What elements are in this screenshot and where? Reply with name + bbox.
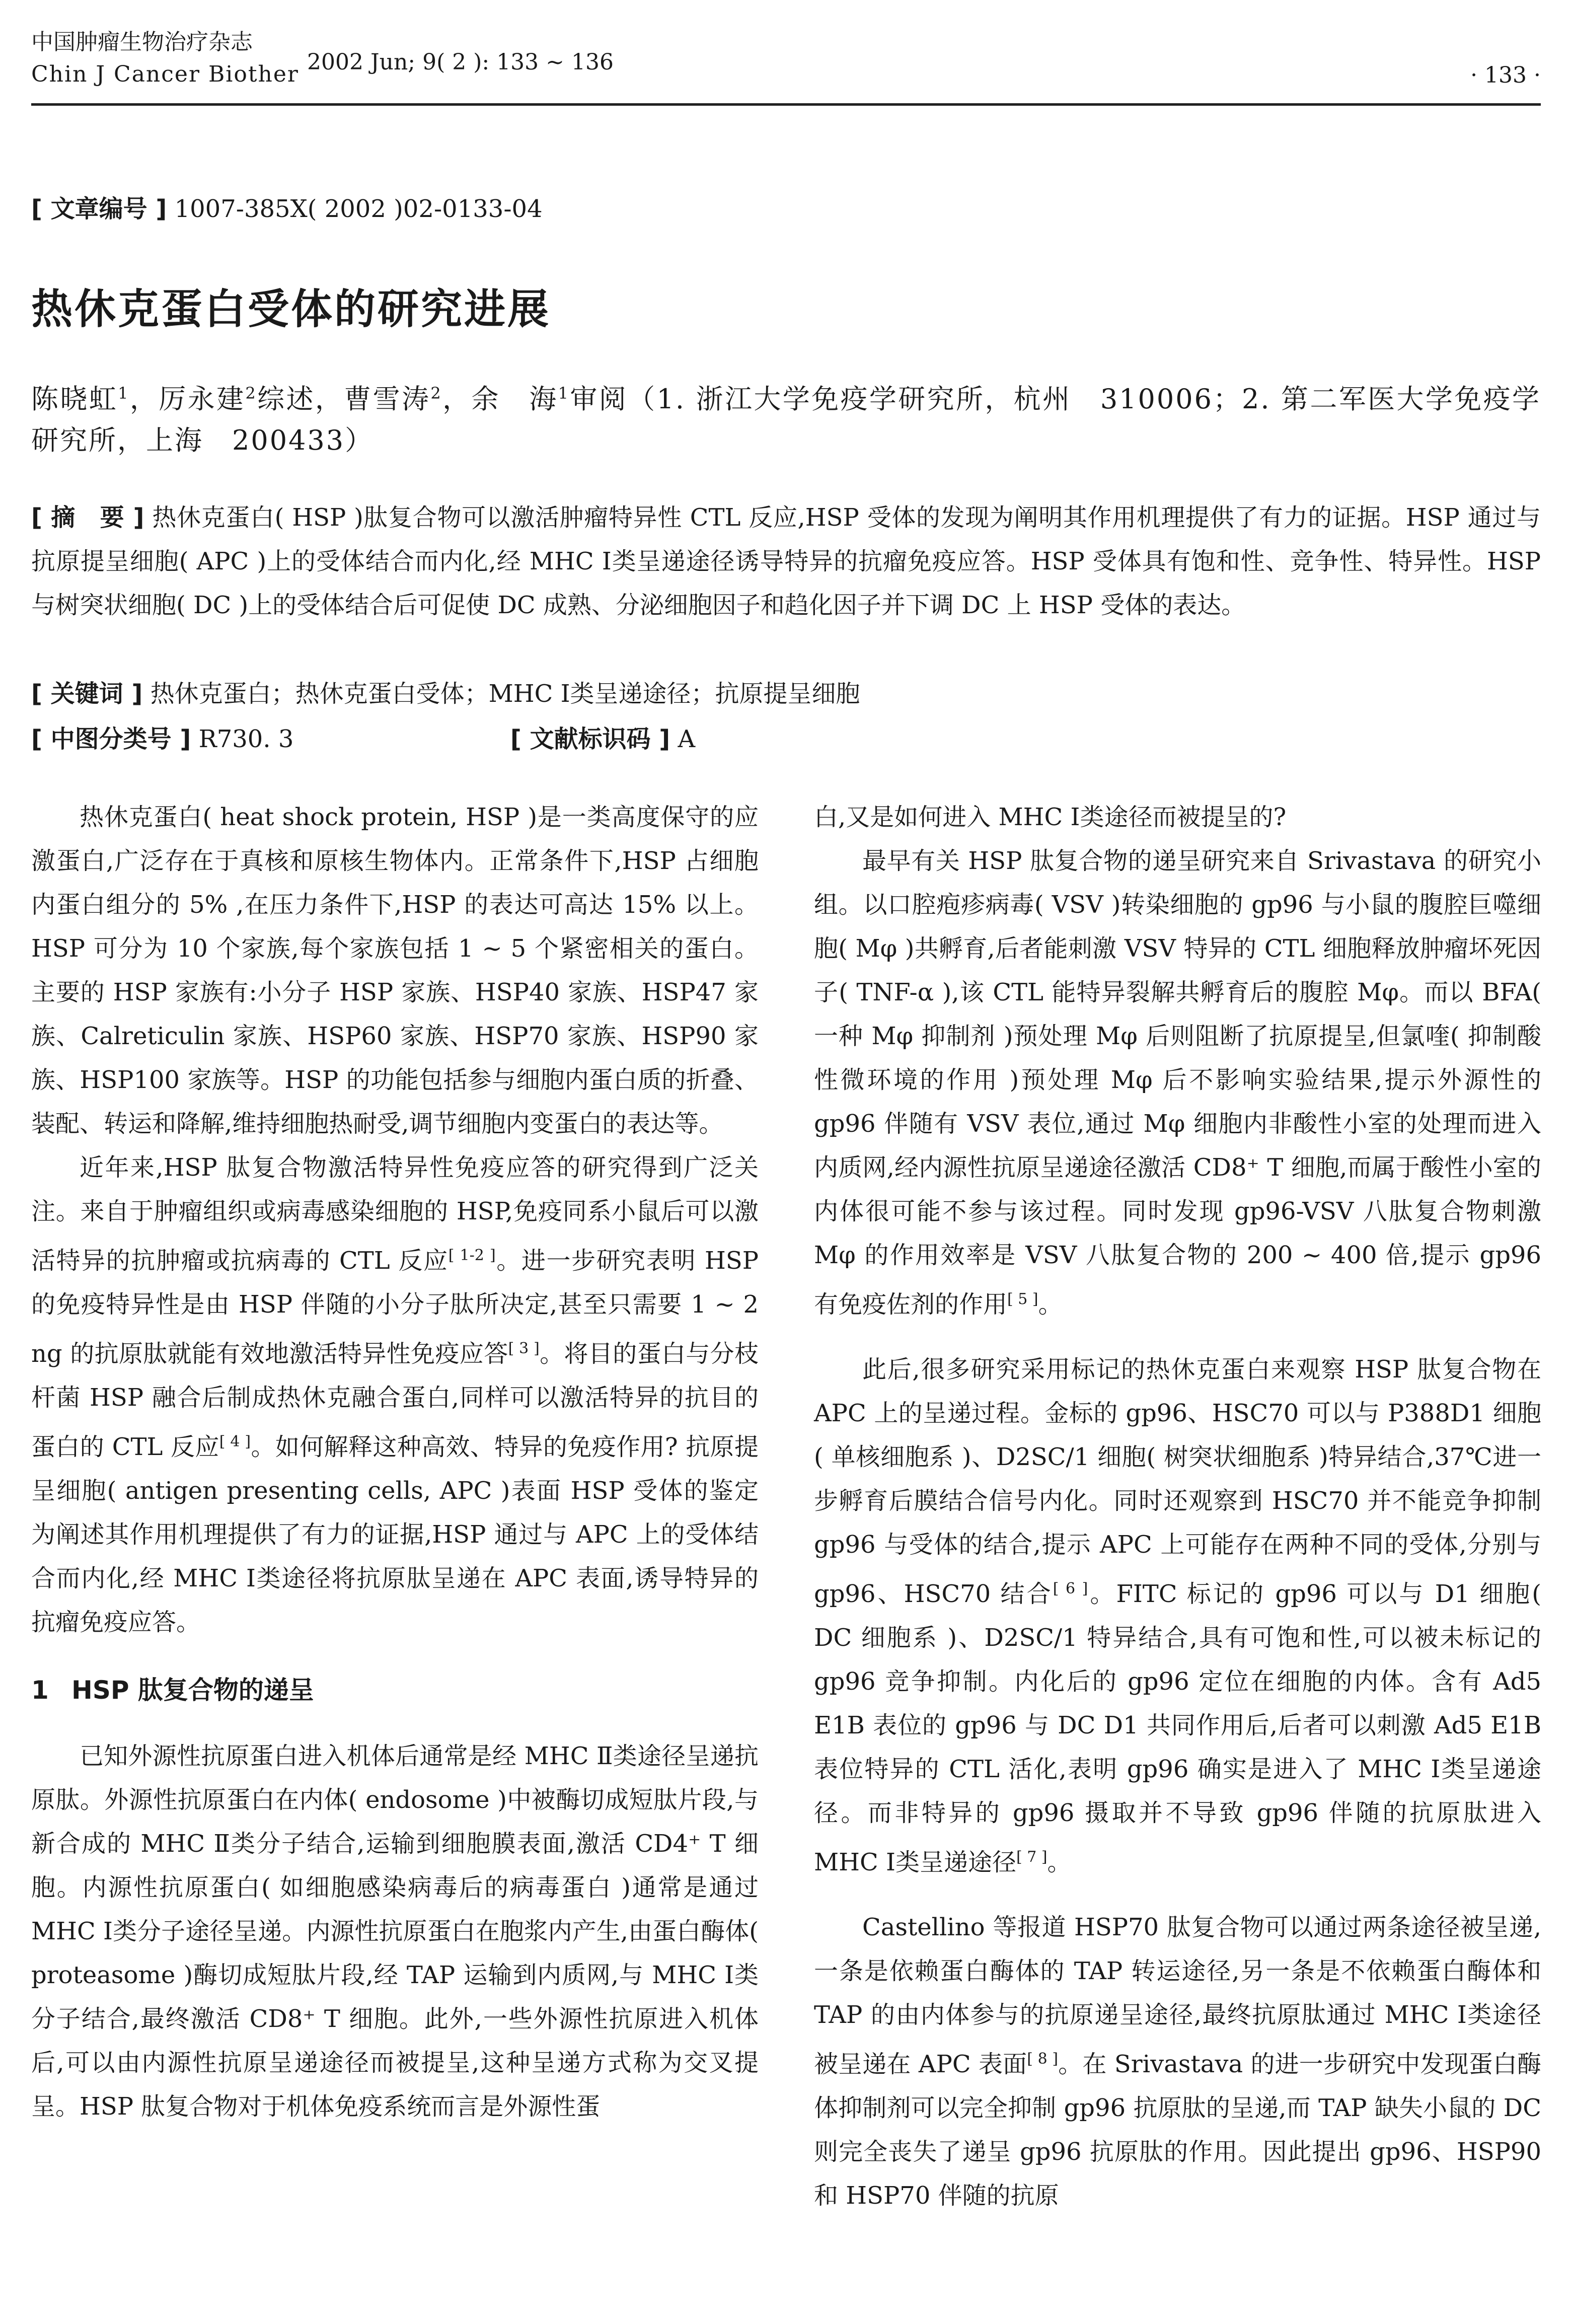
- paragraph: [814, 1906, 1541, 2218]
- author-4-affil: 1: [558, 384, 570, 403]
- paragraph-text: 。在 Srivastava 的进一步研究中发现蛋白酶体抑制剂可以完全抑制 gp96 抗原肽的呈递,而 TAP 缺失小鼠的 DC 则完全丧失了递呈 gp96 抗原肽的作用。因此提出 gp96、HSP90 和 HSP70 伴随的抗原: [814, 2050, 1541, 2210]
- header-rule: [31, 103, 1541, 106]
- article-number: [31, 191, 543, 227]
- author-3-affil: 2: [430, 384, 442, 403]
- paragraph: [814, 839, 1541, 1327]
- affiliations: 审阅（1. 浙江大学免疫学研究所，杭州 310006；2. 第二军医大学免疫学研究所，上海 200433）: [31, 383, 1541, 456]
- author-4: ，余 海: [442, 383, 558, 415]
- paragraph: [31, 1146, 759, 1644]
- paragraph-text: 。如何解释这种高效、特异的免疫作用? 抗原提呈细胞( antigen presenting cells, APC )表面 HSP 受体的鉴定为阐述其作用机理提供了有力的证据,HSP 通过与 APC 上的受体结合而内化,经 MHC Ⅰ类途径将抗原肽呈递在 APC 表面,诱导特异的抗瘤免疫应答。: [31, 1433, 759, 1636]
- paragraph-text: 最早有关 HSP 肽复合物的递呈研究来自 Srivastava 的研究小组。以口腔疱疹病毒( VSV )转染细胞的 gp96 与小鼠的腹腔巨噬细胞( Mφ )共孵育,后者能刺激 VSV 特异的 CTL 细胞释放肿瘤坏死因子( TNF-α ),该 CTL 能特异裂解共孵育后的腹腔 Mφ。而以 BFA( 一种 Mφ 抑制剂 )预处理 Mφ 后则阻断了抗原提呈,但氯喹( 抑制酸性微环境的作用 )预处理 Mφ 后不影响实验结果,提示外源性的 gp96 伴随有 VSV 表位,通过 Mφ 细胞内非酸性小室的处理而进入内质网,经内源性抗原呈递途径激活 CD8⁺ T 细胞,而属于酸性小室的内体很可能不参与该过程。同时发现 gp96-VSV 八肽复合物刺激 Mφ 的作用效率是 VSV 八肽复合物的 200 ~ 400 倍,提示 gp96 有免疫佐剂的作用: [814, 847, 1541, 1319]
- section-title: HSP 肽复合物的递呈: [71, 1676, 314, 1705]
- page-number: · 133 ·: [1470, 62, 1541, 88]
- author-1: 陈晓虹: [31, 383, 118, 415]
- keywords: [31, 672, 1541, 716]
- left-column: [31, 795, 759, 2129]
- doc-code-label: [ 文献标识码 ]: [510, 725, 670, 753]
- author-line: [31, 373, 1541, 461]
- section-number: 1: [31, 1676, 49, 1705]
- journal-name: [31, 26, 299, 91]
- citation: [ 5 ]: [1007, 1290, 1038, 1308]
- clc-value: R730. 3: [198, 725, 294, 753]
- abstract-label: [ 摘 要 ]: [31, 503, 144, 532]
- citation: [ 3 ]: [508, 1340, 540, 1357]
- paragraph-text: Castellino 等报道 HSP70 肽复合物可以通过两条途径被呈递,一条是依赖蛋白酶体的 TAP 转运途径,另一条是不依赖蛋白酶体和 TAP 的由内体参与的抗原递呈途径,最终抗原肽通过 MHC Ⅰ类途径被呈递在 APC 表面: [814, 1913, 1541, 2078]
- clc-label: [ 中图分类号 ]: [31, 725, 191, 753]
- article-number-value: 1007-385X( 2002 )02-0133-04: [174, 195, 543, 223]
- paragraph-text: 。: [1038, 1290, 1063, 1319]
- abstract: [31, 496, 1541, 627]
- paragraph-text: 。: [1047, 1848, 1072, 1876]
- journal-name-cn: 中国肿瘤生物治疗杂志: [31, 29, 253, 55]
- doc-code-value: A: [678, 725, 696, 753]
- article-number-label: [ 文章编号 ]: [31, 195, 167, 223]
- author-2-affil: 2: [245, 384, 257, 403]
- paragraph-text: 此后,很多研究采用标记的热休克蛋白来观察 HSP 肽复合物在 APC 上的呈递过程。金标的 gp96、HSC70 可以与 P388D1 细胞( 单核细胞系 )、D2SC/1 细胞( 树突状细胞系 )特异结合,37℃进一步孵育后膜结合信号内化。同时还观察到 HSC70 并不能竞争抑制 gp96 与受体的结合,提示 APC 上可能存在两种不同的受体,分别与 gp96、HSC70 结合: [814, 1355, 1541, 1608]
- author-2: ，厉永建: [129, 383, 246, 415]
- citation: [ 6 ]: [1053, 1580, 1088, 1597]
- section-heading: [31, 1668, 759, 1712]
- author-1-affil: 1: [118, 384, 130, 403]
- paragraph-text: 近年来,HSP 肽复合物激活特异性免疫应答的研究得到广泛关注。来自于肿瘤组织或病毒感染细胞的 HSP,免疫同系小鼠后可以激活特异的抗肿瘤或抗病毒的 CTL 反应: [31, 1153, 759, 1275]
- citation: [ 4 ]: [219, 1433, 251, 1450]
- keywords-label: [ 关键词 ]: [31, 680, 143, 708]
- citation: [ 8 ]: [1027, 2050, 1059, 2068]
- paragraph: 白,又是如何进入 MHC Ⅰ类途径而被提呈的?: [814, 803, 1287, 831]
- classification: [31, 717, 1541, 761]
- article-title: 热休克蛋白受体的研究进展: [31, 285, 551, 333]
- keywords-text: 热休克蛋白；热休克蛋白受体；MHC Ⅰ类呈递途径；抗原提呈细胞: [150, 680, 860, 708]
- paragraph-text: 。进一步研究表明 HSP 的免疫特异性是由 HSP 伴随的小分子肽所决定,甚至只需要 1 ~ 2 ng 的抗原肽就能有效地激活特异性免疫应答: [31, 1247, 759, 1368]
- issue-info: 2002 Jun; 9( 2 ): 133 ~ 136: [307, 49, 614, 75]
- author-3: 综述，曹雪涛: [257, 383, 431, 415]
- journal-name-en: Chin J Cancer Biother: [31, 61, 299, 87]
- abstract-text: 热休克蛋白( HSP )肽复合物可以激活肿瘤特异性 CTL 反应,HSP 受体的发现为阐明其作用机理提供了有力的证据。HSP 通过与抗原提呈细胞( APC )上的受体结合而内化,经 MHC Ⅰ类呈递途径诱导特异的抗瘤免疫应答。HSP 受体具有饱和性、竞争性、特异性。HSP 与树突状细胞( DC )上的受体结合后可促使 DC 成熟、分泌细胞因子和趋化因子并下调 DC 上 HSP 受体的表达。: [31, 503, 1541, 619]
- citation: [ 7 ]: [1016, 1848, 1047, 1866]
- paragraph-text: 。FITC 标记的 gp96 可以与 D1 细胞( DC 细胞系 )、D2SC/1 特异结合,具有可饱和性,可以被未标记的 gp96 竞争抑制。内化后的 gp96 定位在细胞的内体。含有 Ad5 E1B 表位的 gp96 与 DC D1 共同作用后,后者可以刺激 Ad5 E1B 表位特异的 CTL 活化,表明 gp96 确实是进入了 MHC Ⅰ类呈递途径。而非特异的 gp96 摄取并不导致 gp96 伴随的抗原肽进入 MHC Ⅰ类呈递途径: [814, 1580, 1541, 1876]
- paragraph: 已知外源性抗原蛋白进入机体后通常是经 MHC Ⅱ类途径呈递抗原肽。外源性抗原蛋白在内体( endosome )中被酶切成短肽片段,与新合成的 MHC Ⅱ类分子结合,运输到细胞膜表面,激活 CD4⁺ T 细胞。内源性抗原蛋白( 如细胞感染病毒后的病毒蛋白 )通常是通过 MHC Ⅰ类分子途径呈递。内源性抗原蛋白在胞浆内产生,由蛋白酶体( proteasome )酶切成短肽片段,经 TAP 运输到内质网,与 MHC Ⅰ类分子结合,最终激活 CD8⁺ T 细胞。此外,一些外源性抗原进入机体后,可以由内源性抗原呈递途径而被提呈,这种呈递方式称为交叉提呈。HSP 肽复合物对于机体免疫系统而言是外源性蛋: [31, 1742, 759, 2121]
- right-column: [814, 795, 1541, 2218]
- paragraph-text: 。将目的蛋白与分枝杆菌 HSP 融合后制成热休克融合蛋白,同样可以激活特异的抗目的蛋白的 CTL 反应: [31, 1340, 759, 1461]
- paragraph: [814, 1348, 1541, 1884]
- citation: [ 1-2 ]: [448, 1247, 496, 1264]
- paragraph: 热休克蛋白( heat shock protein, HSP )是一类高度保守的应激蛋白,广泛存在于真核和原核生物体内。正常条件下,HSP 占细胞内蛋白组分的 5% ,在压力条件下,HSP 的表达可高达 15% 以上。HSP 可分为 10 个家族,每个家族包括 1 ~ 5 个紧密相关的蛋白。主要的 HSP 家族有:小分子 HSP 家族、HSP40 家族、HSP47 家族、Calreticulin 家族、HSP60 家族、HSP70 家族、HSP90 家族、HSP100 家族等。HSP 的功能包括参与细胞内蛋白质的折叠、装配、转运和降解,维持细胞热耐受,调节细胞内变蛋白的表达等。: [31, 803, 759, 1138]
